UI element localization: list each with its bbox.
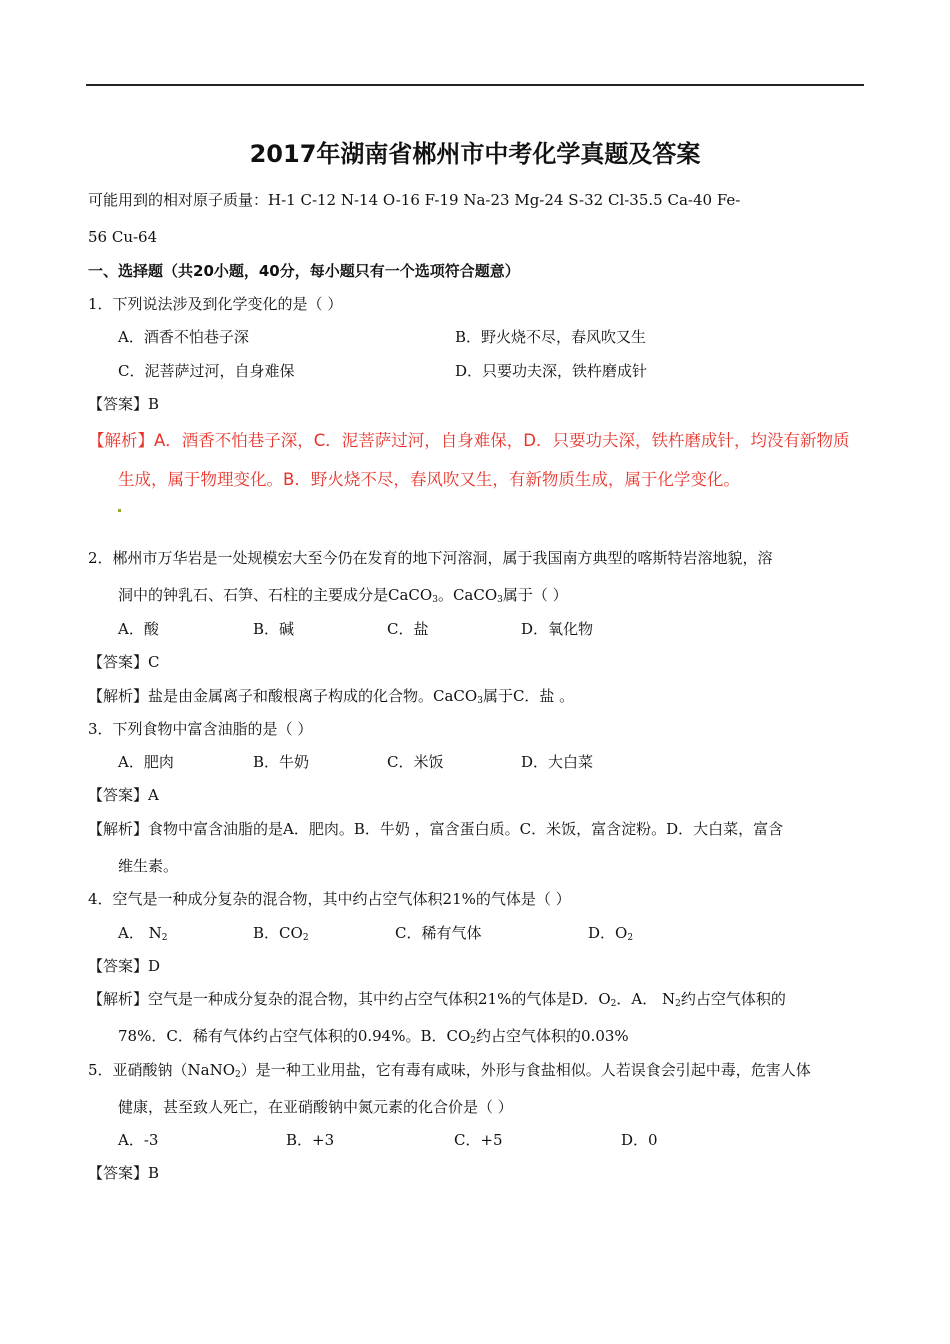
q4-option-b: B．$CO_2$ [253,924,309,943]
q1-option-c: C．泥菩萨过河，自身难保 [118,362,295,380]
q2-option-c: C．盐 [387,620,429,638]
q3-explanation-line-1: 【解析】食物中富含油脂的是A．肥肉。B．牛奶 ，富含蛋白质。C．米饭，富含淀粉。D．大白菜，富含 [88,820,784,838]
q1-explanation-line-2: 生成，属于物理变化。B．野火烧不尽，春风吹又生，有新物质生成，属于化学变化。 [118,470,740,489]
q1-option-b: B．野火烧不尽，春风吹又生 [455,328,647,346]
q4-option-c: C．稀有气体 [395,924,482,942]
q3-explanation-line-2: 维生素。 [118,857,179,875]
header-rule [86,84,864,86]
q3-stem: 3．下列食物中富含油脂的是（ ） [88,720,313,738]
q5-option-c: C．+5 [454,1131,503,1149]
q3-option-b: B．牛奶 [253,753,310,771]
q5-option-a: A．-3 [118,1131,159,1149]
q5-answer: 【答案】B [88,1164,160,1182]
q3-option-d: D．大白菜 [521,753,594,771]
stray-dot [118,509,121,512]
q2-option-a: A．酸 [118,620,159,638]
q2-option-d: D．氧化物 [521,620,594,638]
q2-explanation: 【解析】盐是由金属离子和酸根离子构成的化合物。CaCO$_3$属于C．盐 。 [88,687,575,706]
q3-answer: 【答案】A [88,786,159,804]
q1-option-d: D．只要功夫深，铁杵磨成针 [455,362,648,380]
q4-option-a: A． $N_2$ [118,924,168,943]
q5-stem-line-1: 5．亚硝酸钠（NaNO$_2$）是一种工业用盐，它有毒有咸味，外形与食盐相似。人若误食会引起中毒，危害人体 [88,1061,811,1080]
atomic-mass-line-1: 可能用到的相对原子质量：H-1 C-12 N-14 O-16 F-19 Na-23 Mg-24 S-32 Cl-35.5 Ca-40 Fe- [88,191,741,209]
q4-explanation-line-2: 78%．C．稀有气体约占空气体积的0.94%。B．$CO_2$约占空气体积的0.03% [118,1027,629,1046]
q3-option-c: C．米饭 [387,753,444,771]
q2-option-b: B．碱 [253,620,295,638]
section-heading: 一、选择题（共20小题，40分，每小题只有一个选项符合题意） [88,262,520,280]
q5-option-d: D．0 [621,1131,658,1149]
q2-stem-line-2: 洞中的钟乳石、石笋、石柱的主要成分是CaCO$_3$。CaCO$_3$属于（ ） [118,586,568,605]
q3-option-a: A．肥肉 [118,753,174,771]
q2-answer: 【答案】C [88,653,160,671]
q5-option-b: B．+3 [286,1131,335,1149]
q1-option-a: A．酒香不怕巷子深 [118,328,249,346]
q1-stem: 1．下列说法涉及到化学变化的是（ ） [88,295,343,313]
q4-explanation-line-1: 【解析】空气是一种成分复杂的混合物，其中约占空气体积21%的气体是D．$O_2$．A． $N_2$约占空气体积的 [88,990,786,1009]
q4-option-d: D．$O_2$ [588,924,634,943]
q1-explanation-line-1: 【解析】A．酒香不怕巷子深，C．泥菩萨过河，自身难保，D．只要功夫深，铁杵磨成针，均没有新物质 [88,431,850,450]
q2-stem-line-1: 2．郴州市万华岩是一处规模宏大至今仍在发育的地下河溶洞，属于我国南方典型的喀斯特岩溶地貌，溶 [88,549,773,567]
q4-answer: 【答案】D [88,957,161,975]
q1-answer: 【答案】B [88,395,160,413]
atomic-mass-line-2: 56 Cu-64 [88,228,158,246]
q4-stem: 4．空气是一种成分复杂的混合物，其中约占空气体积21%的气体是（ ） [88,890,571,908]
q5-stem-line-2: 健康，甚至致人死亡，在亚硝酸钠中氮元素的化合价是（ ） [118,1098,513,1116]
page-title: 2017年湖南省郴州市中考化学真题及答案 [249,140,701,168]
